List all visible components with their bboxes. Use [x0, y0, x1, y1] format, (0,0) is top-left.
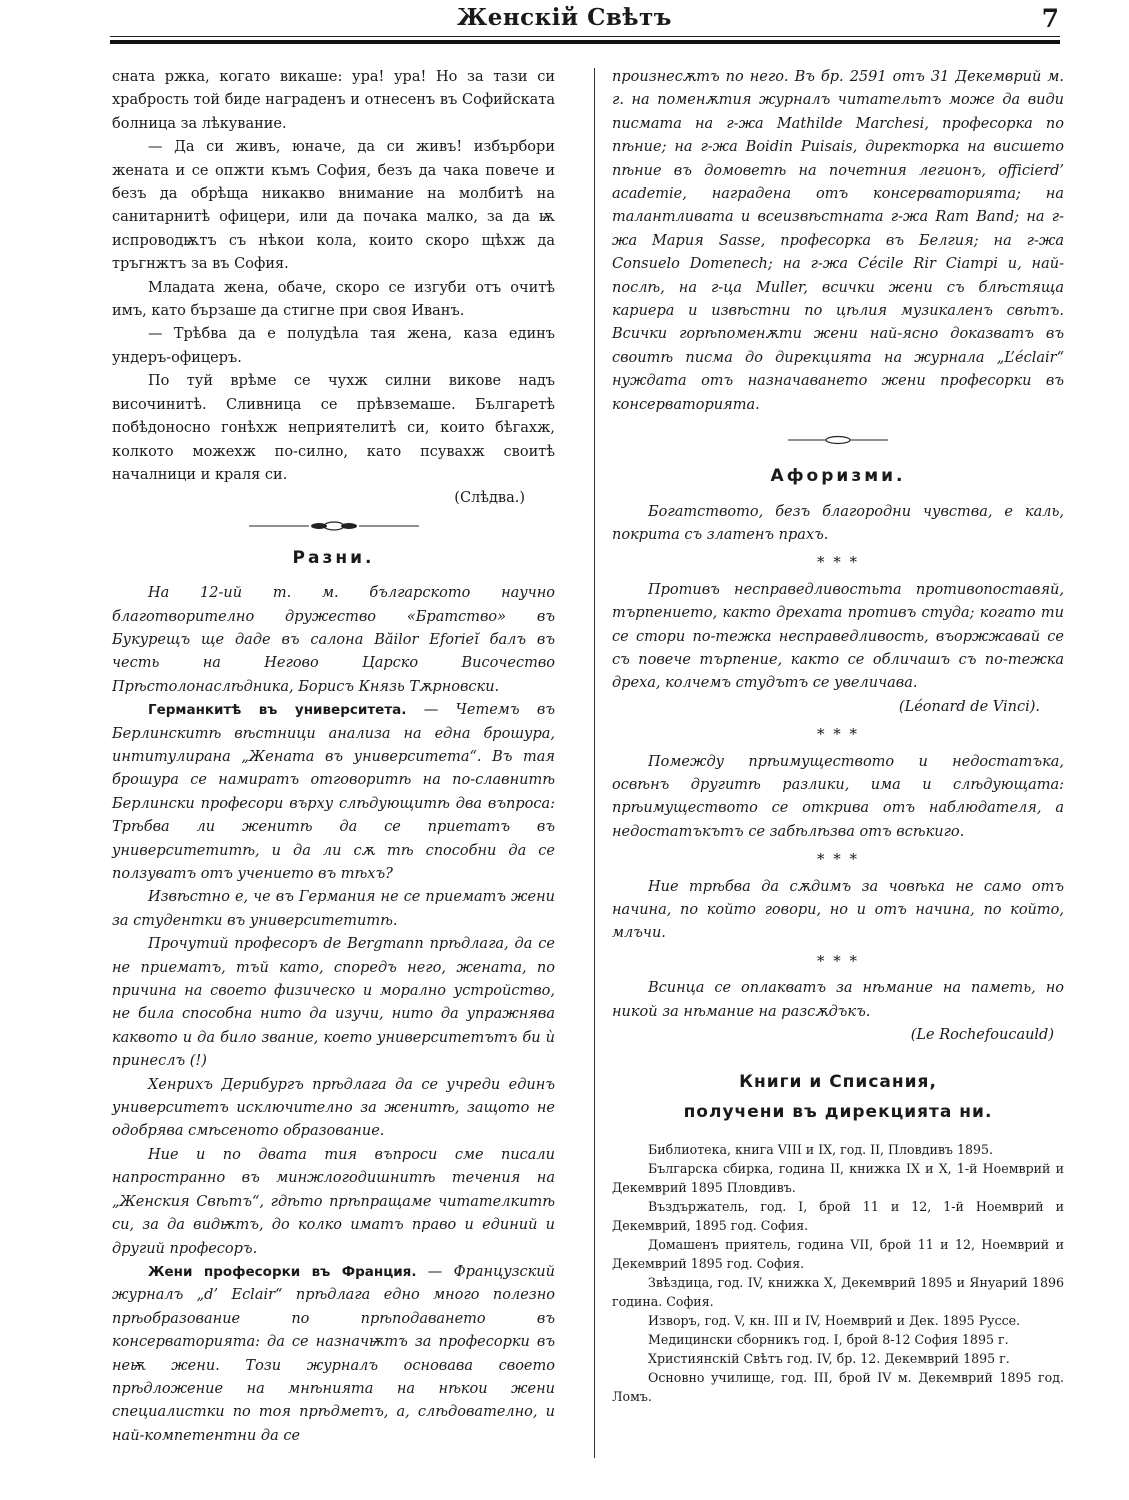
paragraph: сната ржка, когато викаше: ура! ура! Но за тази си храбрость той биде награденъ и отнесенъ въ Софийската болница за лѣкувание. — [112, 69, 555, 132]
paragraph: Младата жена, обаче, скоро се изгуби отъ очитѣ имъ, като бързаше да стигне при своя Иванъ. — [112, 279, 555, 320]
continued-note: (Слѣдва.) — [454, 490, 525, 507]
book-entry: Българска сбирка, година II, книжка IX и X, 1-й Ноемврий и Декемврий 1895 Пловдивъ. — [612, 1161, 1064, 1196]
page-title: Женскій Свѣтъ — [457, 4, 672, 31]
aphorism: Ние трѣбва да сѫдимъ за човѣка не само отъ начина, по който говори, но и отъ начина, по който, млъчи. — [612, 878, 1064, 942]
ornament-divider-icon — [788, 433, 888, 447]
asterism: * * * — [816, 725, 860, 744]
paragraph: На 12-ий т. м. българското научно благотворително дружество «Братство» въ Букурещъ ще даде въ салона Băilor Eforieĭ балъ въ честь на Негово Царско Височество Прѣстолонаслѣдника, Борисъ Князь Тѫрновски. — [112, 585, 555, 695]
book-entry: Християнскій Свѣтъ год. IV, бр. 12. Декемврий 1895 г. — [648, 1351, 1010, 1367]
attribution: (Le Rochefoucauld) — [910, 1027, 1054, 1044]
books-heading-line1: Книги и Списания, — [739, 1072, 937, 1093]
book-entry: Основно училище, год. III, брой IV м. Декемврий 1895 год. Ломъ. — [612, 1370, 1064, 1405]
paragraph — [112, 1261, 555, 1448]
paragraph: Извѣстно е, че въ Германия не се приематъ жени за студентки въ университетитѣ. — [112, 889, 555, 929]
paragraph: Ние и по двата тия въпроси сме писали напространно въ минжлогодишнитѣ течения на „Женския Свѣтъ“, гдѣто прѣпращаме читателкитѣ си, за да видѭтъ, до колко иматъ право и единий и другий професоръ. — [112, 1146, 555, 1257]
right-column — [612, 66, 1064, 1406]
paragraph: — Трѣбва да е полудѣла тая жена, каза единъ ундеръ-офицеръ. — [112, 326, 555, 366]
aphorism: Помежду прѣимуществото и недостатъка, освѣнъ другитѣ разлики, има и слѣдующата: прѣимуществото се открива отъ наблюдателя, а недостатъкътъ се забѣлѣзва отъ всѣкиго. — [612, 753, 1064, 840]
paragraph: По туй врѣме се чухж силни викове надъ височинитѣ. Сливница се прѣвземаше. Българетѣ побѣдоносно гонѣхж неприятелитѣ си, които бѣгахж, колкото можехж по-силно, като псувахж своитѣ началници и краля си. — [112, 373, 555, 483]
subheading: Германкитѣ въ университета. — [148, 702, 407, 719]
header-rule — [110, 36, 1060, 37]
section-heading-aphorisms: Афоризми. — [770, 466, 906, 487]
aphorism: Противъ несправедливостьта противопоставяй, търпението, както дрехата противъ студа; когато ти се стори по-тежка несправедливость, въоржжавай се съ повече търпение, както се обличашъ съ по-тежка дреха, колчемъ студътъ се увеличава. — [612, 581, 1064, 692]
aphorism: Всинца се оплакватъ за нѣмание на паметь, но никой за нѣмание на разсѫдъкъ. — [612, 980, 1064, 1020]
books-list — [612, 1140, 1064, 1406]
books-heading-line2: получени въ дирекцията ни. — [683, 1101, 993, 1122]
section-heading-razni: Разни. — [292, 547, 375, 568]
paragraph-text: — Четемъ въ Берлинскитѣ вѣстници анализа на една брошура, интитулирана „Жената въ университета“. Въ тая брошура се намиратъ отговоритѣ на по-славнитѣ Берлински професори върху слѣдующитѣ два въпроса: Трѣбва ли женитѣ да се приеmатъ въ университетитѣ, и да ли сѫ тѣ способни да се ползуватъ отъ учението въ тѣхъ? — [112, 702, 555, 882]
paragraph: произнесѫтъ по него. Въ бр. 2591 отъ 31 Декемврий м. г. на поменѫтия журналъ читательтъ може да види писмата на г-жа Mathilde Marchesi, професорка по пѣние; на г-жа Boidin Puisais, директорка на висшето пѣние въ домоветѣ на почетния легионъ, officierd’ academie, наградена отъ консерваторията; на талантливата и всеизвѣстната г-жа Ram Band; на г-жа Мария Sasse, професорка въ Белгия; на г-жа Consuelo Domenech; на г-жа Cécile Rir Ciampi и, най-послѣ, на г-ца Muller, всички жени съ блѣстяща кариера и извѣстни по цѣлия музикаленъ свѣтъ. Всички горѣпоменѫти жени най-ясно доказватъ въ своитѣ писма до дирекцията на журнала „L’éclair“ нуждата отъ назначаването жени професорки въ консерваторията. — [612, 69, 1064, 413]
book-entry: Библиотека, книга VIII и IX, год. II, Пловдивъ 1895. — [648, 1142, 994, 1158]
book-entry: Изворъ, год. V, кн. III и IV, Ноемврий и Дек. 1895 Руссе. — [648, 1313, 1021, 1329]
book-entry: Звѣздица, год. IV, книжка X, Декемврий 1895 и Януарий 1896 година. София. — [612, 1275, 1064, 1310]
column-divider — [594, 68, 595, 1458]
asterism: * * * — [816, 850, 860, 869]
book-entry: Въздържатель, год. I, брой 11 и 12, 1-й Ноемврий и Декемврий, 1895 год. София. — [612, 1199, 1064, 1234]
asterism: * * * — [816, 951, 860, 970]
books-section-heading — [612, 1071, 1064, 1124]
book-entry: Домашенъ приятель, година VII, брой 11 и 12, Ноемврий и Декемврий 1895 год. София. — [612, 1237, 1064, 1272]
asterism: * * * — [816, 553, 860, 572]
paragraph: — Да си живъ, юначе, да си живъ! избърбори жената и се опжти къмъ София, безъ да чака повече и безъ да обрѣща никакво внимание на молбитѣ на санитарнитѣ офицери, или да почака малко, за да ѭ испроводѭтъ съ нѣкои кола, които скоро щѣхж да тръгнжтъ за въ София. — [112, 139, 555, 273]
book-entry: Медицински сборникъ год. I, брой 8-12 София 1895 г. — [648, 1332, 1009, 1348]
aphorism: Богатството, безъ благородни чувства, е каль, покрита съ златенъ прахъ. — [612, 503, 1064, 543]
paragraph — [112, 699, 555, 886]
ornament-divider-icon — [249, 519, 419, 533]
attribution: (Léonard de Vinci). — [898, 698, 1040, 715]
paragraph-text: — Французский журналъ „d’ Eclair“ прѣдлага едно много полезно прѣобразование по прѣподаването въ консерваторията: да се назначѭтъ за професорки въ неѭ жени. Този журналъ основава своето прѣдложение на мнѣнията на нѣкои жени специалистки по тоя прѣдметъ, а, слѣдователно, и най-компетентни да се — [112, 1263, 555, 1444]
left-column — [112, 66, 555, 1448]
header-rule-thick — [110, 40, 1060, 44]
paragraph: Хенрихъ Дерибургъ прѣдлага да се учреди единъ университетъ исключително за женитѣ, защото не одобрява смѣсеното образование. — [112, 1076, 555, 1140]
page-number: 7 — [1041, 4, 1059, 33]
paragraph: Прочутий професоръ de Bergmann прѣдлага, да се не приематъ, тъй като, споредъ него, жената, по причина на своето физическо и морално устройство, не била способна нито да изучи, нито да упражнява каквото и да било звание, което университетътъ би ѝ принеслъ (!) — [112, 936, 555, 1070]
subheading: Жени професорки въ Франция. — [148, 1263, 417, 1280]
